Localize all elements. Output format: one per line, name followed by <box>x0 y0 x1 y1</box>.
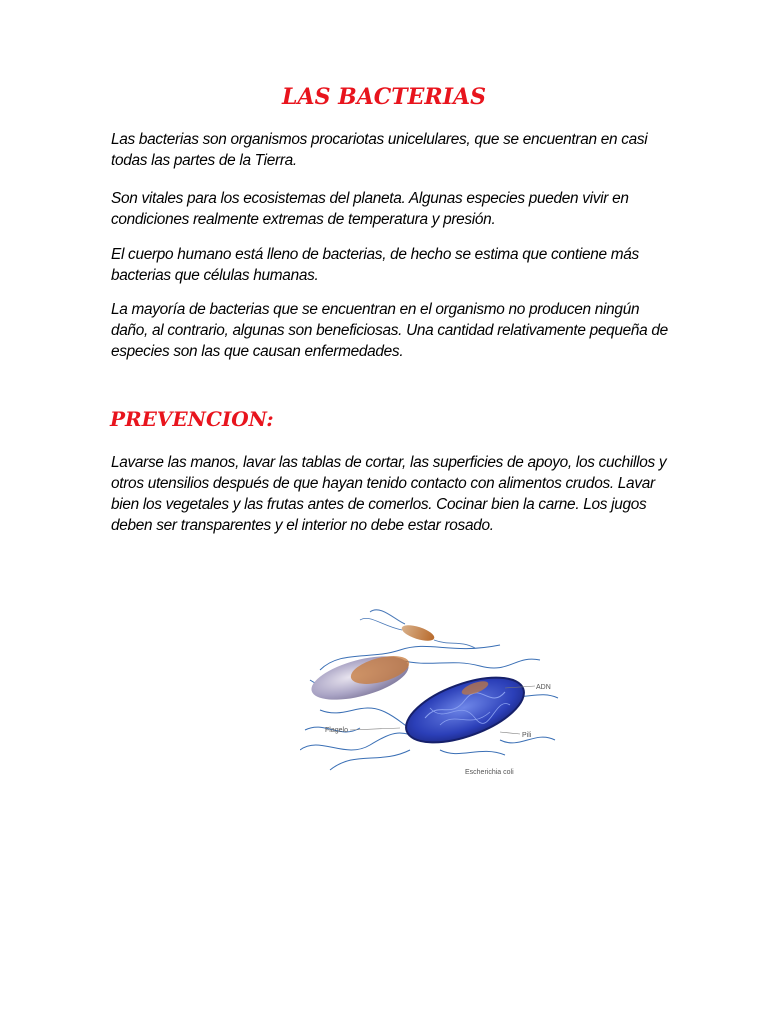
page-title: LAS BACTERIAS <box>282 84 486 110</box>
small-bacterium <box>360 610 475 648</box>
ecoli-illustration <box>300 600 560 785</box>
paragraph-prevention: Lavarse las manos, lavar las tablas de cortar, las superficies de apoyo, los cuchillos y otros utensilios después de que hayan tenido contacto con alimentos crudos. Lavar bien los vegetales y las frutas antes de comerlos. Cocinar bien la carne. Los jugos deben ser transparentes y el interior no debe estar rosado. <box>111 454 667 534</box>
label-adn: ADN <box>536 684 551 691</box>
label-pili: Pili <box>522 732 532 739</box>
grey-bacterium <box>307 648 413 709</box>
figure-caption: Escherichia coli <box>465 769 514 776</box>
paragraph-ecosystems: Son vitales para los ecosistemas del planeta. Algunas especies pueden vivir en condiciones realmente extremas de temperatura y presión. <box>111 190 629 228</box>
paragraph-intro: Las bacterias son organismos procariotas unicelulares, que se encuentran en casi todas las partes de la Tierra. <box>111 131 648 169</box>
section-heading-prevention: PREVENCION: <box>110 407 274 431</box>
paragraph-human-body: El cuerpo humano está lleno de bacterias, de hecho se estima que contiene más bacterias que células humanas. <box>111 246 639 284</box>
ecoli-bacterium <box>398 664 532 755</box>
paragraph-harm: La mayoría de bacterias que se encuentran en el organismo no producen ningún daño, al contrario, algunas son beneficiosas. Una cantidad relativamente pequeña de especies son las que causan enfermedades. <box>111 301 668 360</box>
label-flagelo: Flagelo <box>325 727 348 734</box>
